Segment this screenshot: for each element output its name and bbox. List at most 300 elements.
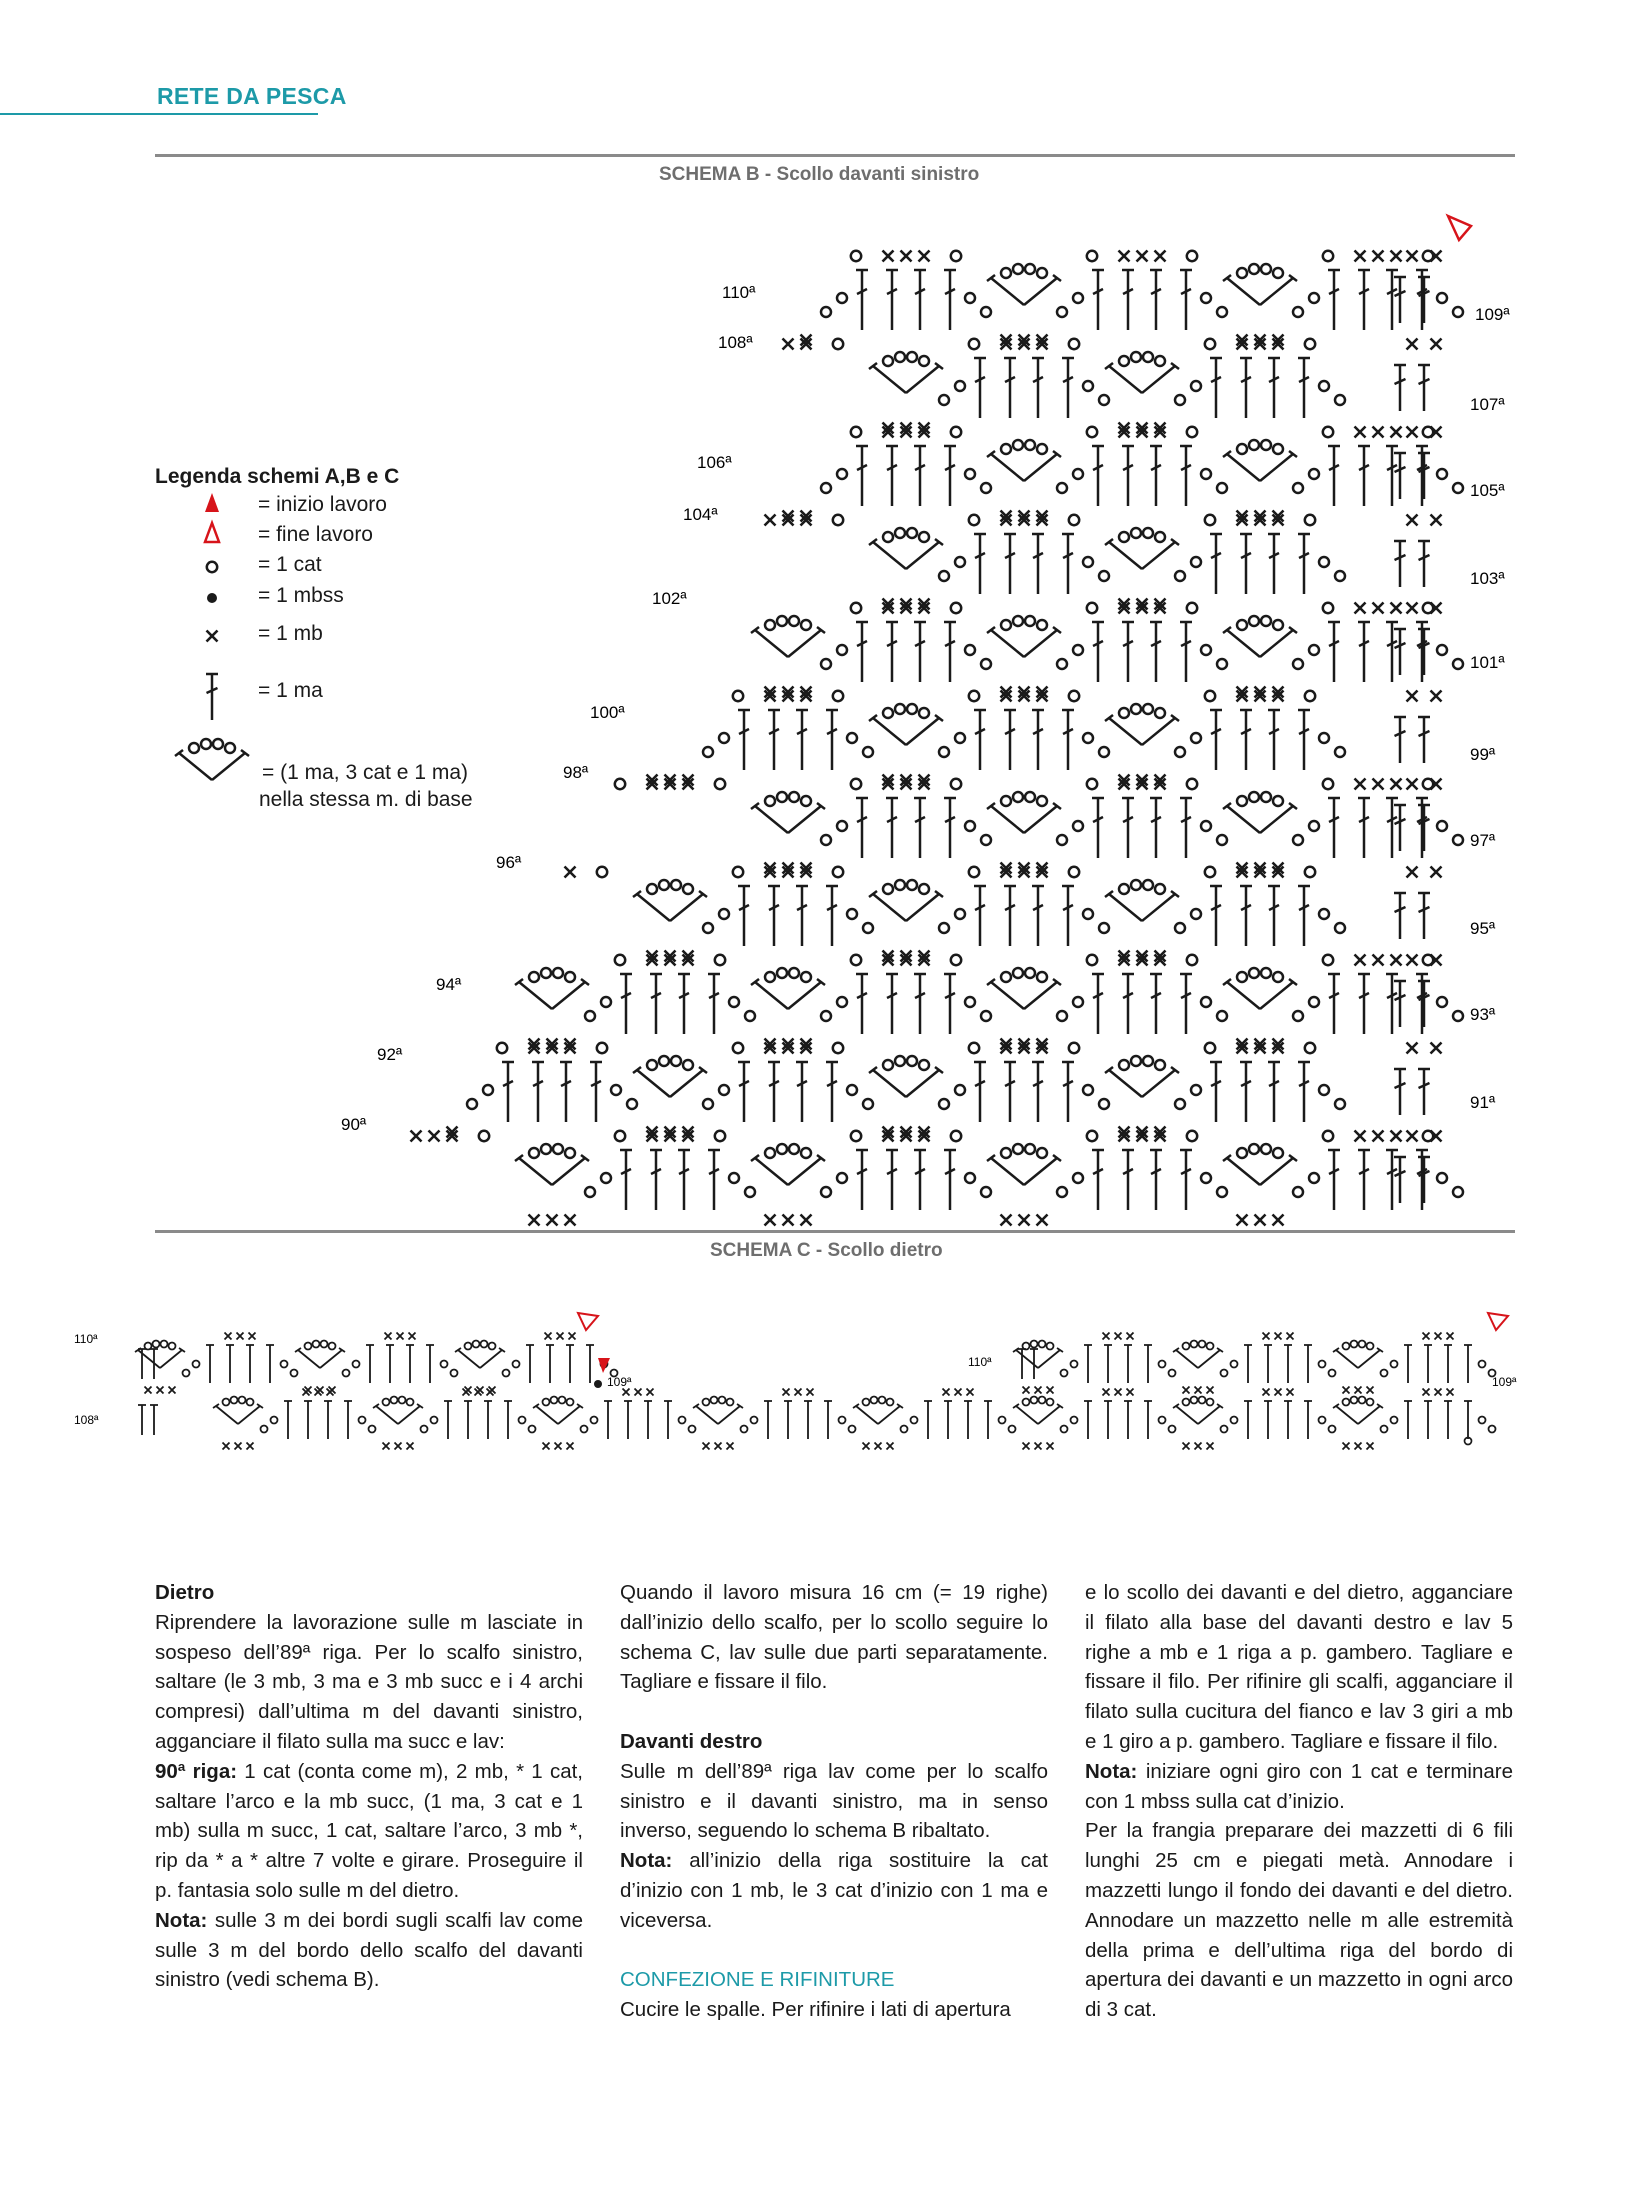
v-stitch bbox=[1105, 352, 1179, 393]
stitch-fan bbox=[1293, 270, 1463, 330]
single-crochet bbox=[883, 251, 894, 262]
single-crochet bbox=[1447, 1333, 1454, 1340]
treble-border bbox=[138, 1349, 146, 1379]
single-crochet bbox=[1431, 1043, 1442, 1054]
stitch-fan bbox=[1221, 1345, 1336, 1383]
chain bbox=[951, 427, 961, 437]
chain bbox=[951, 1131, 961, 1141]
treble-border bbox=[1030, 1349, 1038, 1379]
v-stitch bbox=[1223, 264, 1297, 305]
chain bbox=[1205, 691, 1215, 701]
v-stitch bbox=[1223, 440, 1297, 481]
single-crochet bbox=[1183, 1387, 1190, 1394]
chain bbox=[851, 251, 861, 261]
chain bbox=[851, 955, 861, 965]
legend-start: = inizio lavoro bbox=[258, 493, 387, 516]
chain bbox=[969, 691, 979, 701]
single-crochet bbox=[1391, 1131, 1402, 1142]
stitch-fan bbox=[261, 1401, 376, 1439]
chain bbox=[615, 955, 625, 965]
row-label: 108ª bbox=[718, 333, 753, 352]
single-crochet bbox=[1115, 1389, 1122, 1396]
riga90-label: 90ª riga: bbox=[155, 1759, 238, 1783]
single-crochet bbox=[1391, 603, 1402, 614]
single-crochet bbox=[807, 1389, 814, 1396]
single-crochet bbox=[1423, 1389, 1430, 1396]
end-marker-c1 bbox=[578, 1313, 598, 1330]
chain bbox=[969, 515, 979, 525]
stitch-fan bbox=[1057, 974, 1227, 1034]
row-label: 103ª bbox=[1470, 569, 1505, 588]
treble-border bbox=[1394, 805, 1406, 851]
text-column-2 bbox=[620, 1578, 1048, 2025]
single-crochet bbox=[1263, 1389, 1270, 1396]
chain bbox=[1187, 955, 1197, 965]
v-stitch bbox=[1223, 1144, 1297, 1185]
v-stitch bbox=[633, 1056, 707, 1097]
row-label: 109ª bbox=[1475, 305, 1510, 324]
single-crochet bbox=[1423, 1333, 1430, 1340]
treble-border bbox=[1418, 541, 1430, 587]
v-stitch bbox=[295, 1341, 345, 1369]
stitch-fan bbox=[703, 1062, 873, 1122]
chain bbox=[1323, 603, 1333, 613]
single-crochet bbox=[1407, 339, 1418, 350]
single-crochet bbox=[555, 1443, 562, 1450]
single-crochet bbox=[247, 1443, 254, 1450]
single-crochet bbox=[1047, 1387, 1054, 1394]
single-crochet bbox=[1207, 1443, 1214, 1450]
single-crochet bbox=[565, 867, 576, 878]
single-crochet bbox=[1407, 603, 1418, 614]
single-crochet bbox=[1431, 691, 1442, 702]
single-crochet bbox=[545, 1333, 552, 1340]
cross-icon bbox=[207, 631, 218, 642]
single-crochet bbox=[1137, 251, 1148, 262]
treble-border bbox=[1418, 717, 1430, 763]
single-crochet bbox=[1431, 515, 1442, 526]
chain bbox=[851, 427, 861, 437]
chain bbox=[1087, 1131, 1097, 1141]
stitch-fan bbox=[821, 270, 991, 330]
single-crochet bbox=[1407, 515, 1418, 526]
nota3-label: Nota: bbox=[1085, 1759, 1138, 1783]
single-crochet bbox=[1373, 251, 1384, 262]
stitch-fan bbox=[1057, 622, 1227, 682]
single-crochet bbox=[1263, 1333, 1270, 1340]
legend-single-crochet: = 1 mb bbox=[258, 622, 323, 645]
single-crochet bbox=[1035, 1387, 1042, 1394]
legend-double-crochet: = 1 ma bbox=[258, 679, 323, 702]
row-label: 97ª bbox=[1470, 831, 1496, 850]
stitch-fan bbox=[467, 1062, 637, 1122]
single-crochet bbox=[955, 1389, 962, 1396]
single-crochet bbox=[303, 1389, 310, 1396]
col3-paragraph-1: e lo scollo dei davanti e del dietro, agganciare il filato alla base del davanti destro e lav 5 righe a mb e 1 riga a p. gambero. Tagliare e fissare il filo. Per rifinire gli scalfi, agganciare il filato sulla cucitura del fianco e lav 3 giri a mb e 1 giro a p. gambero. Tagliare e fissare il filo. bbox=[1085, 1581, 1513, 1753]
single-crochet bbox=[1407, 955, 1418, 966]
stitch-fan bbox=[821, 622, 991, 682]
start-marker-c bbox=[598, 1358, 610, 1373]
single-crochet bbox=[327, 1389, 334, 1396]
chain bbox=[1069, 691, 1079, 701]
text-column-1 bbox=[155, 1578, 583, 1995]
treble-border bbox=[1418, 981, 1430, 1027]
chain bbox=[1205, 1043, 1215, 1053]
row-label: 106ª bbox=[697, 453, 732, 472]
v-stitch bbox=[373, 1397, 423, 1425]
legend-v-stitch: = (1 ma, 3 cat e 1 ma) bbox=[262, 761, 469, 784]
treble-border bbox=[1418, 365, 1430, 411]
outline-triangle-icon bbox=[205, 523, 219, 542]
single-crochet bbox=[1431, 339, 1442, 350]
confezione-heading: CONFEZIONE E RIFINITURE bbox=[620, 1968, 895, 1992]
single-crochet bbox=[901, 251, 912, 262]
single-crochet bbox=[225, 1333, 232, 1340]
chain bbox=[1087, 955, 1097, 965]
row-label: 100ª bbox=[590, 703, 625, 722]
row-label: 92ª bbox=[377, 1045, 403, 1064]
single-crochet bbox=[383, 1443, 390, 1450]
stitch-fan bbox=[585, 974, 755, 1034]
stitch-fan bbox=[1293, 622, 1463, 682]
single-crochet bbox=[715, 1443, 722, 1450]
single-crochet bbox=[967, 1389, 974, 1396]
stitch-fan bbox=[741, 1401, 856, 1439]
stitch-fan bbox=[1293, 446, 1463, 506]
stitch-fan bbox=[1057, 446, 1227, 506]
chain bbox=[597, 867, 607, 877]
single-crochet bbox=[1023, 1387, 1030, 1394]
treble-border bbox=[150, 1405, 158, 1435]
v-stitch bbox=[633, 880, 707, 921]
single-crochet bbox=[1407, 1131, 1418, 1142]
stitch-fan bbox=[1175, 534, 1345, 594]
davanti-body: Sulle m dell’89ª riga lav come per lo scalfo sinistro e il davanti sinistro, ma in senso inverso, seguendo lo schema B ribaltato. bbox=[620, 1759, 1048, 1843]
single-crochet bbox=[1435, 1389, 1442, 1396]
chain bbox=[833, 515, 843, 525]
dietro-body: Riprendere la lavorazione sulle m lasciate in sospeso dell’89ª riga. Per lo scalfo sinistro, saltare (le 3 mb, 3 ma e 3 mb succ e i 4 archi compresi) dall’ultima m del davanti sinistro, agganciare il filato sulla ma succ e lav: bbox=[155, 1610, 583, 1753]
stitch-fan bbox=[821, 798, 991, 858]
v-stitch bbox=[853, 1397, 903, 1425]
chain bbox=[951, 955, 961, 965]
chain bbox=[1087, 251, 1097, 261]
row-label: 93ª bbox=[1470, 1005, 1496, 1024]
davanti-heading: Davanti destro bbox=[620, 1729, 763, 1753]
v-stitch bbox=[1013, 1397, 1063, 1425]
single-crochet bbox=[547, 1215, 558, 1226]
chain bbox=[833, 339, 843, 349]
stitch-fan bbox=[1175, 710, 1345, 770]
single-crochet bbox=[1103, 1389, 1110, 1396]
single-crochet bbox=[1373, 955, 1384, 966]
single-crochet bbox=[1275, 1389, 1282, 1396]
single-crochet bbox=[407, 1443, 414, 1450]
single-crochet bbox=[1407, 867, 1418, 878]
chain bbox=[1323, 1131, 1333, 1141]
legend-chain: = 1 cat bbox=[258, 553, 322, 576]
single-crochet bbox=[727, 1443, 734, 1450]
single-crochet bbox=[875, 1443, 882, 1450]
riga90-body: 1 cat (conta come m), 2 mb, * 1 cat, saltare l’arco e la mb succ, (1 ma, 3 cat e 1 mb) sulla m succ, 1 cat, saltare l’arco, 3 mb *, rip da * a * altre 7 volte e girare. Proseguire il p. fantasia solo sulle m del dietro. bbox=[155, 1759, 583, 1902]
dietro-heading: Dietro bbox=[155, 1581, 215, 1604]
v-stitch bbox=[1223, 968, 1297, 1009]
row-label: 94ª bbox=[436, 975, 462, 994]
dot-icon bbox=[207, 593, 217, 603]
single-crochet bbox=[1255, 1215, 1266, 1226]
v-stitch bbox=[987, 616, 1061, 657]
single-crochet bbox=[1355, 1443, 1362, 1450]
single-crochet bbox=[475, 1389, 482, 1396]
single-crochet bbox=[1343, 1443, 1350, 1450]
single-crochet bbox=[1431, 867, 1442, 878]
single-crochet bbox=[1367, 1443, 1374, 1450]
stitch-fan bbox=[939, 710, 1109, 770]
stitch-fan bbox=[1221, 1401, 1336, 1439]
schema-c-title: SCHEMA C - Scollo dietro bbox=[710, 1240, 943, 1261]
end-marker-c2 bbox=[1488, 1313, 1508, 1330]
v-stitch bbox=[1173, 1397, 1223, 1425]
single-crochet bbox=[1023, 1443, 1030, 1450]
v-stitch bbox=[987, 440, 1061, 481]
single-crochet bbox=[1407, 691, 1418, 702]
single-crochet bbox=[1103, 1333, 1110, 1340]
v-stitch bbox=[1105, 1056, 1179, 1097]
single-crochet bbox=[1237, 1215, 1248, 1226]
single-crochet bbox=[1207, 1387, 1214, 1394]
stitch-fan bbox=[939, 886, 1109, 946]
single-crochet bbox=[647, 1389, 654, 1396]
legend-v-stitch-note: nella stessa m. di base bbox=[259, 788, 473, 811]
v-stitch bbox=[869, 880, 943, 921]
single-crochet bbox=[635, 1389, 642, 1396]
chain bbox=[951, 251, 961, 261]
chain bbox=[497, 1043, 507, 1053]
v-stitch bbox=[1333, 1341, 1383, 1369]
chain bbox=[969, 339, 979, 349]
single-crochet bbox=[783, 1389, 790, 1396]
chain bbox=[951, 603, 961, 613]
row-label: 105ª bbox=[1470, 481, 1505, 500]
v-stitch bbox=[213, 1397, 263, 1425]
stitch-fan bbox=[1175, 886, 1345, 946]
treble-border bbox=[1394, 453, 1406, 499]
v-stitch bbox=[1013, 1341, 1063, 1369]
chain bbox=[733, 691, 743, 701]
single-crochet bbox=[237, 1333, 244, 1340]
single-crochet bbox=[783, 339, 794, 350]
single-crochet bbox=[157, 1387, 164, 1394]
slip-stitch-c bbox=[594, 1380, 602, 1388]
schema-c-label: 110ª bbox=[968, 1355, 992, 1369]
single-crochet bbox=[1001, 1215, 1012, 1226]
chain bbox=[1305, 691, 1315, 701]
single-crochet bbox=[1447, 1389, 1454, 1396]
single-crochet bbox=[1195, 1387, 1202, 1394]
single-crochet bbox=[1037, 1215, 1048, 1226]
single-crochet bbox=[1119, 251, 1130, 262]
v-stitch bbox=[515, 1144, 589, 1185]
chain bbox=[1187, 603, 1197, 613]
single-crochet bbox=[567, 1443, 574, 1450]
stitch-fan bbox=[1057, 270, 1227, 330]
stitch-fan bbox=[1057, 1150, 1227, 1210]
schema-c-label: 109ª bbox=[1492, 1375, 1517, 1389]
single-crochet bbox=[1127, 1389, 1134, 1396]
single-crochet bbox=[765, 515, 776, 526]
treble-border bbox=[1394, 981, 1406, 1027]
single-crochet bbox=[223, 1443, 230, 1450]
single-crochet bbox=[1391, 251, 1402, 262]
stitch-fan bbox=[1175, 358, 1345, 418]
treble-border bbox=[150, 1349, 158, 1379]
treble-border bbox=[1394, 541, 1406, 587]
treble-border bbox=[1418, 893, 1430, 939]
v-stitch bbox=[869, 528, 943, 569]
single-crochet bbox=[249, 1333, 256, 1340]
nota2-body: all’inizio della riga sostituire la cat d’inizio con 1 mb, le 3 cat d’inizio con 1 ma e viceversa. bbox=[620, 1849, 1048, 1932]
chain bbox=[1323, 779, 1333, 789]
treble-border bbox=[1394, 1069, 1406, 1115]
single-crochet bbox=[395, 1443, 402, 1450]
treble-border bbox=[1394, 893, 1406, 939]
treble-border bbox=[1394, 365, 1406, 411]
chain bbox=[1087, 603, 1097, 613]
v-stitch bbox=[1105, 528, 1179, 569]
single-crochet bbox=[1391, 955, 1402, 966]
chain bbox=[1187, 1131, 1197, 1141]
single-crochet bbox=[1355, 1131, 1366, 1142]
chain bbox=[479, 1131, 489, 1141]
text-column-3 bbox=[1085, 1578, 1513, 2025]
chain bbox=[1069, 515, 1079, 525]
v-stitch bbox=[1105, 704, 1179, 745]
chain bbox=[615, 1131, 625, 1141]
stitch-fan bbox=[1061, 1401, 1176, 1439]
treble-border bbox=[1394, 717, 1406, 763]
chain bbox=[1305, 1043, 1315, 1053]
single-crochet bbox=[565, 1215, 576, 1226]
chain bbox=[615, 779, 625, 789]
schema-c-label: 109ª bbox=[607, 1375, 632, 1389]
chain bbox=[1205, 867, 1215, 877]
treble-border bbox=[1418, 277, 1430, 323]
single-crochet bbox=[145, 1387, 152, 1394]
nota1-label: Nota: bbox=[155, 1908, 208, 1932]
v-stitch bbox=[751, 968, 825, 1009]
row-label: 91ª bbox=[1470, 1093, 1496, 1112]
stitch-fan bbox=[1381, 1345, 1496, 1383]
single-crochet bbox=[919, 251, 930, 262]
chain bbox=[597, 1043, 607, 1053]
legend-end: = fine lavoro bbox=[258, 523, 373, 546]
row-label: 101ª bbox=[1470, 653, 1505, 672]
chain bbox=[969, 867, 979, 877]
single-crochet bbox=[1155, 251, 1166, 262]
row-label: 95ª bbox=[1470, 919, 1496, 938]
single-crochet bbox=[463, 1389, 470, 1396]
chain bbox=[851, 779, 861, 789]
chain bbox=[715, 779, 725, 789]
single-crochet bbox=[1183, 1443, 1190, 1450]
row-label: 102ª bbox=[652, 589, 687, 608]
single-crochet bbox=[1343, 1387, 1350, 1394]
v-stitch bbox=[1333, 1397, 1383, 1425]
single-crochet bbox=[1355, 251, 1366, 262]
single-crochet bbox=[1407, 251, 1418, 262]
v-stitch bbox=[987, 792, 1061, 833]
stitch-fan bbox=[821, 446, 991, 506]
stitch-fan bbox=[703, 886, 873, 946]
single-crochet bbox=[569, 1333, 576, 1340]
schema-b-chart bbox=[411, 251, 1464, 1226]
single-crochet bbox=[1373, 1131, 1384, 1142]
single-crochet bbox=[1391, 427, 1402, 438]
single-crochet bbox=[429, 1131, 440, 1142]
row-label: 99ª bbox=[1470, 745, 1496, 764]
stitch-fan bbox=[183, 1345, 298, 1383]
single-crochet bbox=[1407, 427, 1418, 438]
v-stitch bbox=[751, 792, 825, 833]
section-title: RETE DA PESCA bbox=[157, 83, 347, 109]
v-stitch bbox=[693, 1397, 743, 1425]
single-crochet bbox=[887, 1443, 894, 1450]
circle-icon bbox=[207, 562, 217, 572]
v-stitch bbox=[987, 264, 1061, 305]
single-crochet bbox=[543, 1443, 550, 1450]
row-label: 90ª bbox=[341, 1115, 367, 1134]
nota1-body: sulle 3 m dei bordi sugli scalfi lav come sulle 3 m del bordo dello scalfo del davanti sinistro (vedi schema B). bbox=[155, 1908, 583, 1992]
single-crochet bbox=[943, 1389, 950, 1396]
treble-border bbox=[1418, 1069, 1430, 1115]
v-stitch bbox=[533, 1397, 583, 1425]
chain bbox=[1187, 251, 1197, 261]
nota3-body: iniziare ogni giro con 1 cat e terminare con 1 mbss sulla cat d’inizio. bbox=[1085, 1759, 1513, 1813]
v-stitch bbox=[1173, 1341, 1223, 1369]
single-crochet bbox=[1287, 1333, 1294, 1340]
stitch-fan bbox=[1061, 1345, 1176, 1383]
single-crochet bbox=[1355, 779, 1366, 790]
v-stitch bbox=[1223, 792, 1297, 833]
single-crochet bbox=[1035, 1443, 1042, 1450]
stitch-fan bbox=[901, 1401, 1016, 1439]
chain bbox=[1187, 779, 1197, 789]
confezione-body: Cucire le spalle. Per rifinire i lati di apertura bbox=[620, 1998, 1011, 2022]
stitch-fan bbox=[343, 1345, 458, 1383]
chain bbox=[733, 1043, 743, 1053]
single-crochet bbox=[623, 1389, 630, 1396]
stitch-fan bbox=[939, 1062, 1109, 1122]
single-crochet bbox=[1273, 1215, 1284, 1226]
chain bbox=[833, 691, 843, 701]
treble-border bbox=[1418, 1157, 1430, 1203]
single-crochet bbox=[385, 1333, 392, 1340]
chain bbox=[733, 867, 743, 877]
chain bbox=[1323, 955, 1333, 965]
stitch-fan bbox=[821, 974, 991, 1034]
stitch-fan bbox=[581, 1401, 696, 1439]
stitch-fan bbox=[1381, 1401, 1496, 1439]
single-crochet bbox=[703, 1443, 710, 1450]
chain bbox=[1305, 515, 1315, 525]
v-stitch bbox=[1105, 880, 1179, 921]
treble-border bbox=[1418, 805, 1430, 851]
single-crochet bbox=[1407, 1043, 1418, 1054]
chain bbox=[1087, 427, 1097, 437]
single-crochet bbox=[411, 1131, 422, 1142]
single-crochet bbox=[487, 1389, 494, 1396]
v-stitch bbox=[987, 1144, 1061, 1185]
single-crochet bbox=[801, 1215, 812, 1226]
